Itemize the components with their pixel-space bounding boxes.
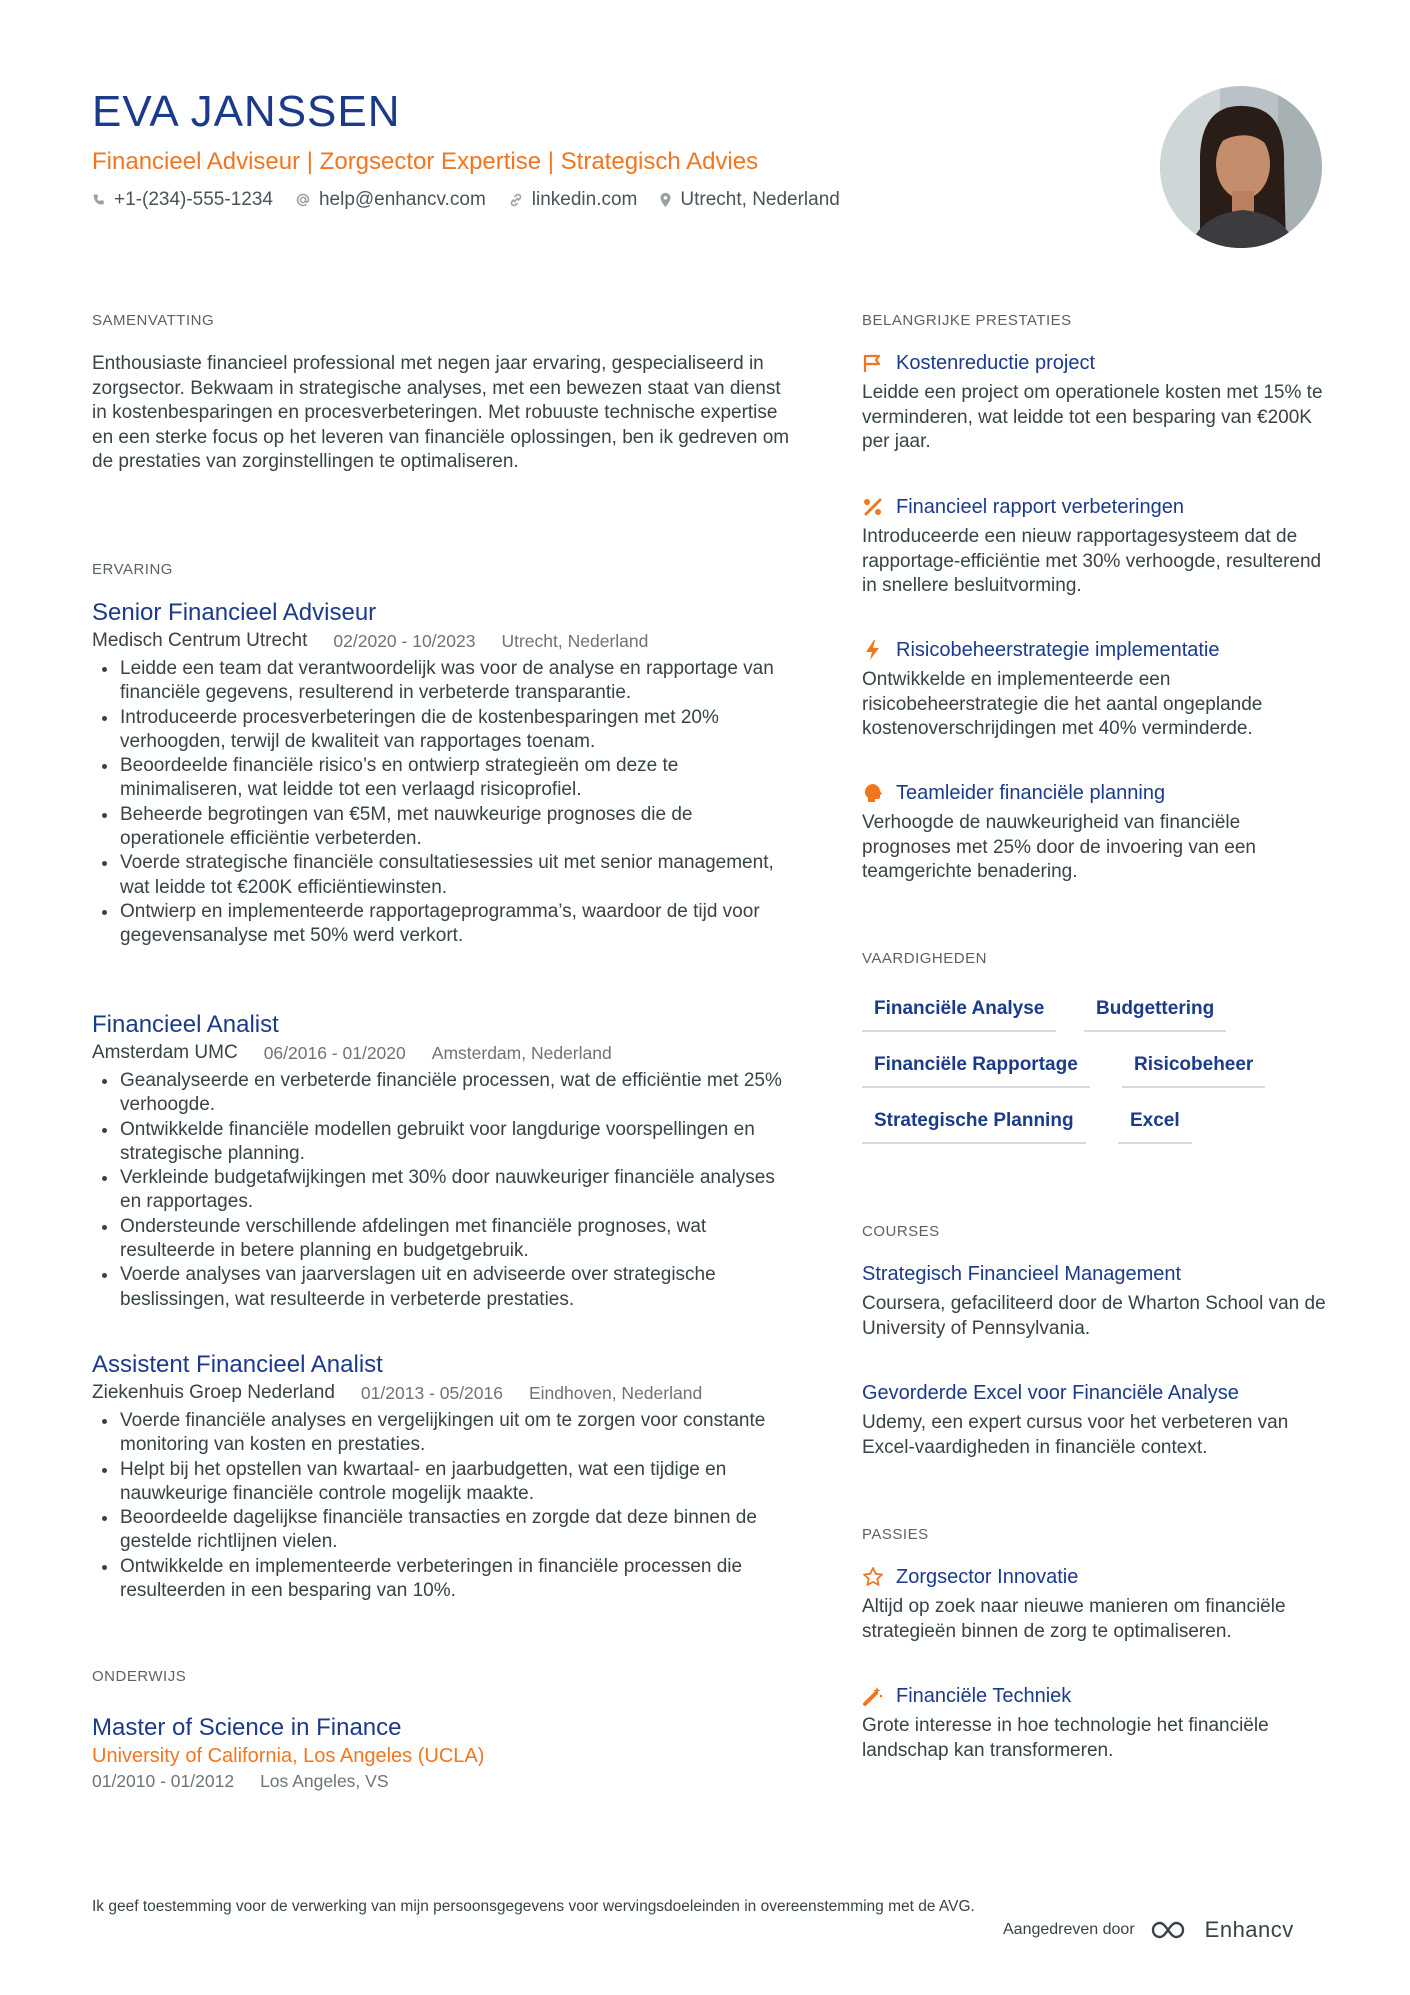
passion-item xyxy=(862,1682,1332,1763)
link-icon xyxy=(508,192,524,208)
achievement-title: Financieel rapport verbeteringen xyxy=(896,496,1184,518)
course-description: Udemy, een expert cursus voor het verbeteren van Excel-vaardigheden in financiële context. xyxy=(862,1412,1289,1458)
job-company: Amsterdam UMC xyxy=(92,1042,238,1063)
consent-note: Ik geef toestemming voor de verwerking van mijn persoonsgegevens voor wervingsdoeleinden in overeenstemming met de AVG. xyxy=(92,1898,975,1915)
linkedin-text: linkedin.com xyxy=(531,189,638,210)
job-entry xyxy=(92,1010,792,1312)
contact-row xyxy=(92,186,862,214)
enhancv-logo-icon xyxy=(1149,1918,1197,1942)
bullet-item: Beoordeelde dagelijkse financiële transacties en zorgde dat deze binnen de gestelde richtlijnen vielen. xyxy=(120,1506,792,1555)
achievement-description: Leidde een project om operationele kosten met 15% te verminderen, wat leidde tot een besparing van €200K per jaar. xyxy=(862,382,1323,452)
job-title: Financieel Analist xyxy=(92,1011,279,1038)
candidate-tagline: Financieel Adviseur | Zorgsector Expertise | Strategisch Advies xyxy=(92,148,759,175)
at-icon xyxy=(295,192,311,208)
course-item xyxy=(862,1260,1332,1341)
contact-phone[interactable] xyxy=(92,189,273,211)
contact-linkedin[interactable] xyxy=(508,189,638,211)
education-dates: 01/2010 - 01/2012 xyxy=(92,1771,235,1791)
email-text: help@enhancv.com xyxy=(318,189,486,210)
skill-tag: Financiële Rapportage xyxy=(862,1052,1090,1088)
achievement-item xyxy=(862,779,1332,885)
job-dates: 01/2013 - 05/2016 xyxy=(360,1383,503,1403)
profile-photo xyxy=(1160,86,1322,248)
bullet-item: Ondersteunde verschillende afdelingen met financiële prognoses, wat resulteerde in betere planning en budgetgebruik. xyxy=(120,1215,792,1264)
job-bullets xyxy=(92,1409,792,1603)
experience-heading: ERVARING xyxy=(92,561,173,578)
courses-heading: COURSES xyxy=(862,1223,940,1240)
skill-tag: Financiële Analyse xyxy=(862,996,1056,1032)
achievement-description: Ontwikkelde en implementeerde een risicobeheerstrategie die het aantal ongeplande kostenoverschrijdingen met 40% verminderde. xyxy=(862,669,1263,739)
bullet-item: Voerde analyses van jaarverslagen uit en adviseerde over strategische beslissingen, wat resulteerde in verbeterde prestaties. xyxy=(120,1263,792,1312)
magic-wand-icon xyxy=(862,1685,884,1707)
job-title: Assistent Financieel Analist xyxy=(92,1351,383,1378)
bullet-item: Verkleinde budgetafwijkingen met 30% door nauwkeuriger financiële analyses en rapportages. xyxy=(120,1166,792,1215)
skill-tag: Strategische Planning xyxy=(862,1108,1086,1144)
flag-icon xyxy=(862,353,884,373)
achievement-description: Verhoogde de nauwkeurigheid van financiële prognoses met 25% door de invoering van een teamgerichte benadering. xyxy=(862,812,1256,882)
bullet-item: Voerde financiële analyses en vergelijkingen uit om te zorgen voor constante monitoring van kosten en prestaties. xyxy=(120,1409,792,1458)
passion-title: Financiële Techniek xyxy=(896,1685,1072,1707)
passion-description: Grote interesse in hoe technologie het financiële landschap kan transformeren. xyxy=(862,1715,1269,1761)
skill-tag: Budgettering xyxy=(1084,996,1226,1032)
bullet-item: Helpt bij het opstellen van kwartaal- en jaarbudgetten, wat een tijdige en nauwkeurige financiële controle mogelijk maakte. xyxy=(120,1458,792,1507)
job-location: Amsterdam, Nederland xyxy=(431,1043,612,1063)
course-title: Gevorderde Excel voor Financiële Analyse xyxy=(862,1382,1239,1404)
bullet-item: Ontwikkelde financiële modellen gebruikt voor langdurige voorspellingen en strategische planning. xyxy=(120,1118,792,1167)
lightning-icon xyxy=(862,639,884,661)
location-text: Utrecht, Nederland xyxy=(680,189,840,210)
passions-heading: PASSIES xyxy=(862,1526,929,1543)
achievement-title: Teamleider financiële planning xyxy=(896,782,1166,804)
education-meta xyxy=(92,1769,389,1793)
contact-location xyxy=(659,189,839,211)
job-dates: 06/2016 - 01/2020 xyxy=(263,1043,406,1063)
education-school: University of California, Los Angeles (UCLA) xyxy=(92,1745,485,1767)
job-entry xyxy=(92,598,792,949)
job-entry xyxy=(92,1350,792,1603)
brain-icon xyxy=(862,782,884,804)
job-title: Senior Financieel Adviseur xyxy=(92,599,377,626)
location-pin-icon xyxy=(659,192,672,208)
bullet-item: Geanalyseerde en verbeterde financiële processen, wat de efficiëntie met 25% verhoogde. xyxy=(120,1069,792,1118)
powered-by-label: Aangedreven door xyxy=(1003,1921,1135,1938)
achievement-item xyxy=(862,349,1332,455)
education-degree: Master of Science in Finance xyxy=(92,1714,402,1741)
achievement-title: Kostenreductie project xyxy=(896,352,1096,374)
summary-text: Enthousiaste financieel professional met negen jaar ervaring, gespecialiseerd in zorgsector. Bekwaam in strategische analyses, met een bewezen staat van dienst in kostenbesparingen en procesverbeteringen. Met robuuste technische expertise en een sterke focus op het leveren van financiële oplossingen, ben ik gedreven om de prestaties van zorginstellingen te optimaliseren. xyxy=(92,353,790,472)
bullet-item: Introduceerde procesverbeteringen die de kostenbesparingen met 20% verhoogden, terwijl de kwaliteit van rapportages toenam. xyxy=(120,706,792,755)
brand-name: Enhancv xyxy=(1204,1917,1294,1942)
course-description: Coursera, gefaciliteerd door de Wharton School van de University of Pennsylvania. xyxy=(862,1293,1326,1339)
job-location: Utrecht, Nederland xyxy=(501,631,649,651)
phone-text: +1-(234)-555-1234 xyxy=(114,189,273,210)
achievements-heading: BELANGRIJKE PRESTATIES xyxy=(862,312,1072,329)
achievement-item xyxy=(862,493,1332,599)
job-bullets xyxy=(92,1069,792,1312)
course-title: Strategisch Financieel Management xyxy=(862,1263,1182,1285)
skill-tag: Risicobeheer xyxy=(1122,1052,1265,1088)
job-meta xyxy=(92,628,792,654)
percent-icon xyxy=(862,497,884,517)
bullet-item: Voerde strategische financiële consultatiesessies uit met senior management, wat leidde tot €200K efficiëntiewinsten. xyxy=(120,851,792,900)
contact-email[interactable] xyxy=(295,189,486,211)
passion-item xyxy=(862,1563,1332,1644)
bullet-item: Beoordeelde financiële risico’s en ontwierp strategieën om deze te minimaliseren, wat leidde tot een verlaagd risicoprofiel. xyxy=(120,754,792,803)
skills-heading: VAARDIGHEDEN xyxy=(862,950,987,967)
achievement-description: Introduceerde een nieuw rapportagesysteem dat de rapportage-efficiëntie met 30% verhoogde, resulterend in snellere besluitvorming. xyxy=(862,526,1322,596)
job-meta xyxy=(92,1040,792,1066)
skill-tag: Excel xyxy=(1118,1108,1192,1144)
education-location: Los Angeles, VS xyxy=(260,1771,389,1791)
bullet-item: Ontwikkelde en implementeerde verbeteringen in financiële processen die resulteerden in een besparing van 10%. xyxy=(120,1555,792,1604)
job-company: Medisch Centrum Utrecht xyxy=(92,630,308,651)
passion-title: Zorgsector Innovatie xyxy=(896,1566,1079,1588)
job-location: Eindhoven, Nederland xyxy=(529,1383,703,1403)
bullet-item: Ontwierp en implementeerde rapportageprogramma’s, waardoor de tijd voor gegevensanalyse met 50% werd verkort. xyxy=(120,900,792,949)
star-icon xyxy=(862,1566,884,1588)
course-item xyxy=(862,1379,1332,1460)
achievement-item xyxy=(862,636,1332,742)
powered-by[interactable] xyxy=(1003,1917,1294,1943)
phone-icon xyxy=(92,193,106,207)
education-heading: ONDERWIJS xyxy=(92,1668,187,1685)
achievement-title: Risicobeheerstrategie implementatie xyxy=(896,639,1220,661)
candidate-name: EVA JANSSEN xyxy=(92,87,401,136)
job-dates: 02/2020 - 10/2023 xyxy=(333,631,476,651)
bullet-item: Leidde een team dat verantwoordelijk was voor de analyse en rapportage van financiële gegevens, resulterend in verbeterde transparantie. xyxy=(120,657,792,706)
job-meta xyxy=(92,1380,792,1406)
passion-description: Altijd op zoek naar nieuwe manieren om financiële strategieën binnen de zorg te optimaliseren. xyxy=(862,1596,1286,1642)
summary-heading: SAMENVATTING xyxy=(92,312,215,329)
bullet-item: Beheerde begrotingen van €5M, met nauwkeurige prognoses die de operationele efficiëntie verbeterden. xyxy=(120,803,792,852)
job-bullets xyxy=(92,657,792,949)
job-company: Ziekenhuis Groep Nederland xyxy=(92,1382,335,1403)
